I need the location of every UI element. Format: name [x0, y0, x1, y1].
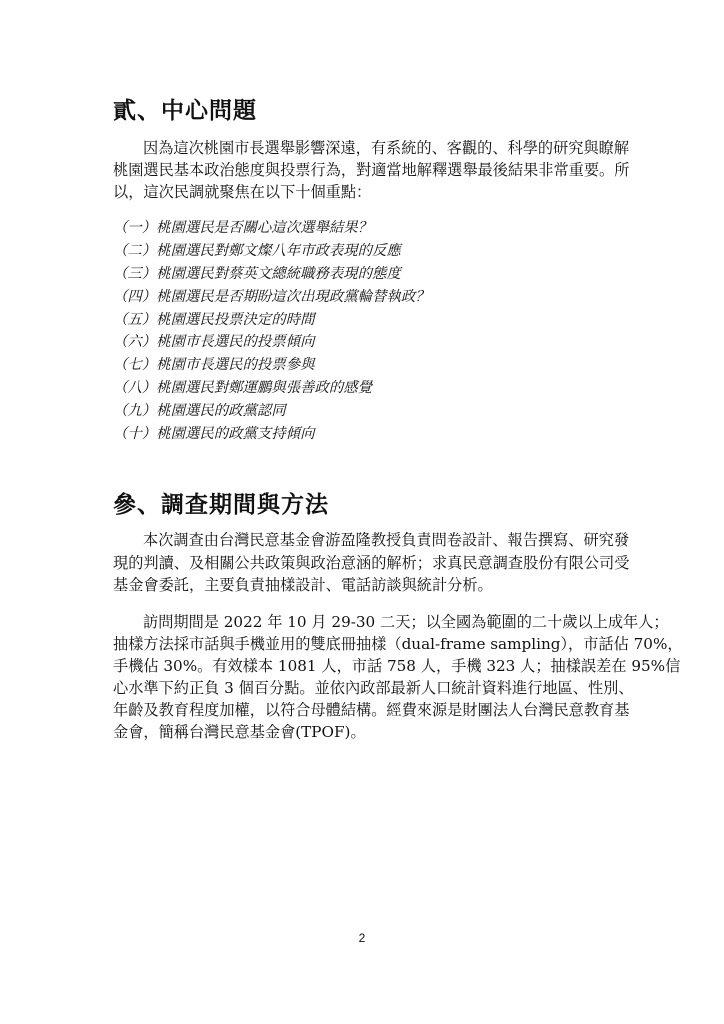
section-2-intro-line: 桃園選民基本政治態度與投票行為，對適當地解釋選舉最後結果非常重要。所: [113, 161, 630, 179]
section-3-para2-line: 抽樣方法採市話與手機並用的雙底冊抽樣（dual-frame sampling），市話佔 70%，: [113, 635, 683, 653]
section-3-para1-line: 現的判讀、及相關公共政策與政治意涵的解析；求真民意調查股份有限公司受: [113, 554, 630, 572]
focus-point-item: （十）桃園選民的政黨支持傾向: [113, 426, 315, 443]
focus-point-item: （四）桃園選民是否期盼這次出現政黨輪替執政？: [113, 288, 430, 305]
section-3-para2-line: 訪問期間是 2022 年 10 月 29-30 二天；以全國為範圍的二十歲以上成年人；: [143, 613, 669, 631]
section-3-para1-line: 基金會委託，主要負責抽樣設計、電話訪談與統計分析。: [113, 576, 493, 594]
focus-point-item: （一）桃園選民是否關心這次選舉結果？: [113, 220, 373, 236]
focus-point-item: （九）桃園選民的政黨認同: [113, 403, 286, 420]
focus-point-item: （二）桃園選民對鄭文燦八年市政表現的反應: [113, 242, 401, 259]
focus-point-item: （六）桃園市長選民的投票傾向: [113, 334, 315, 351]
focus-point-item: （八）桃園選民對鄭運鵬與張善政的感覺: [113, 380, 373, 397]
focus-point-item: （七）桃園市長選民的投票參與: [113, 357, 315, 374]
section-3-para2-line: 心水準下約正負 3 個百分點。並依內政部最新人口統計資料進行地區、性別、: [113, 679, 634, 697]
page-number: 2: [358, 931, 366, 945]
section-3-para1-line: 本次調查由台灣民意基金會游盈隆教授負責問卷設計、報告撰寫、研究發: [143, 531, 629, 549]
section-3-heading: 參、調查期間與方法: [113, 492, 329, 518]
section-3-para2-line: 手機佔 30%。有效樣本 1081 人，市話 758 人，手機 323 人；抽樣誤差在 95%信: [113, 657, 681, 675]
section-2-intro-line: 因為這次桃園市長選舉影響深遠，有系統的、客觀的、科學的研究與瞭解: [143, 139, 629, 157]
section-3-para2-line: 金會，簡稱台灣民意基金會(TPOF)。: [113, 723, 366, 741]
section-3-para2-line: 年齡及教育程度加權，以符合母體結構。經費來源是財團法人台灣民意教育基: [113, 701, 630, 719]
focus-point-item: （三）桃園選民對蔡英文總統職務表現的態度: [113, 265, 401, 282]
section-2-heading: 貳、中心問題: [113, 98, 257, 124]
focus-point-item: （五）桃園選民投票決定的時間: [113, 311, 315, 328]
focus-points-list: [113, 217, 430, 446]
section-2-intro-line: 以，這次民調就聚焦在以下十個重點：: [113, 183, 372, 201]
